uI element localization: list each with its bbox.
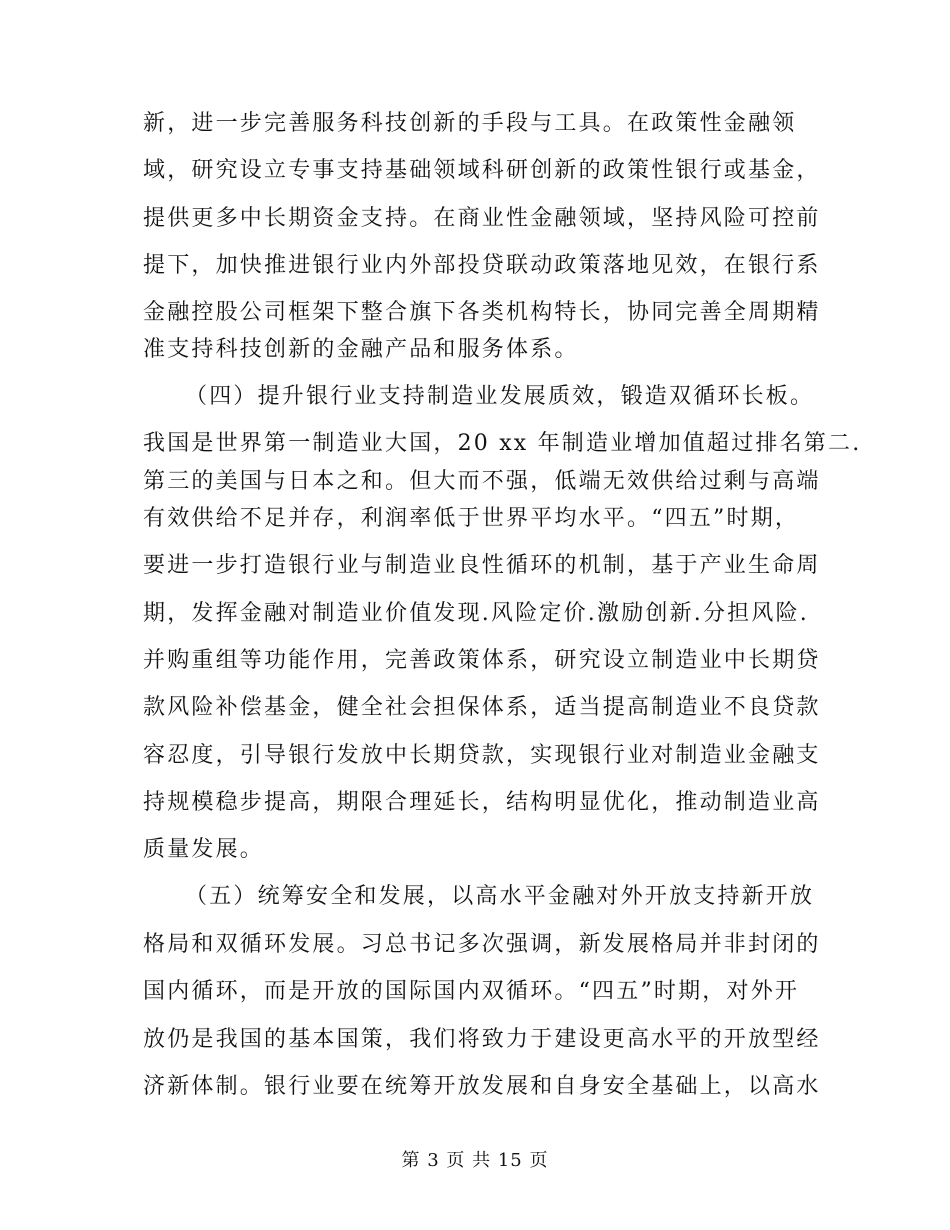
body-text-line: 款风险补偿基金，健全社会担保体系，适当提高制造业不良贷款	[143, 695, 821, 720]
body-text-line: 新，进一步完善服务科技创新的手段与工具。在政策性金融领	[143, 111, 797, 136]
body-text-line: 并购重组等功能作用，完善政策体系，研究设立制造业中长期贷	[143, 648, 821, 673]
body-text-line: 质量发展。	[143, 837, 265, 862]
body-text-line: 有效供给不足并存，利润率低于世界平均水平。“四五”时期，	[143, 506, 800, 531]
body-text-line: 要进一步打造银行业与制造业良性循环的机制，基于产业生命周	[143, 553, 821, 578]
body-text-line: 提供更多中长期资金支持。在商业性金融领域，坚持风险可控前	[143, 206, 821, 231]
body-text-line: 放仍是我国的基本国策，我们将致力于建设更高水平的开放型经	[143, 1027, 821, 1052]
body-text-line: 格局和双循环发展。习总书记多次强调，新发展格局并非封闭的	[143, 932, 821, 957]
body-text-line: 域，研究设立专事支持基础领域科研创新的政策性银行或基金，	[143, 158, 821, 183]
body-text-line: 期，发挥金融对制造业价值发现.风险定价.激励创新.分担风险.	[143, 601, 809, 626]
section-heading-four: （四）提升银行业支持制造业发展质效，锻造双循环长板。	[185, 384, 815, 409]
body-text-line: 持规模稳步提高，期限合理延长，结构明显优化，推动制造业高	[143, 790, 821, 815]
body-text-line: 济新体制。银行业要在统筹开放发展和自身安全基础上，以高水	[143, 1074, 821, 1099]
body-text-line: 我国是世界第一制造业大国，20 xx 年制造业增加值超过排名第二.	[143, 431, 862, 456]
body-text-line: 容忍度，引导银行发放中长期贷款，实现银行业对制造业金融支	[143, 743, 821, 768]
page-number-footer: 第 3 页 共 15 页	[401, 1150, 549, 1171]
body-text-line: 金融控股公司框架下整合旗下各类机构特长，协同完善全周期精	[143, 300, 821, 325]
body-text-line: 提下，加快推进银行业内外部投贷联动政策落地见效，在银行系	[143, 253, 821, 278]
section-heading-five: （五）统筹安全和发展，以高水平金融对外开放支持新开放	[185, 884, 815, 909]
body-text-line: 第三的美国与日本之和。但大而不强，低端无效供给过剩与高端	[143, 469, 821, 494]
body-text-line: 准支持科技创新的金融产品和服务体系。	[143, 337, 579, 362]
body-text-line: 国内循环，而是开放的国际国内双循环。“四五”时期，对外开	[143, 979, 800, 1004]
